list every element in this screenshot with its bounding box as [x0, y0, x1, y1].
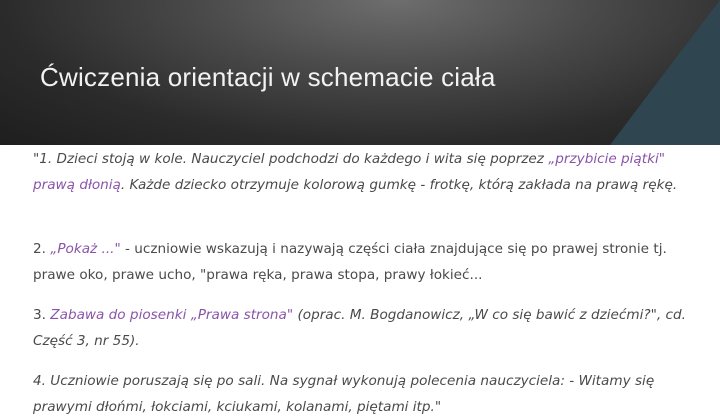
- paragraph-1: [33, 146, 703, 198]
- paragraph-3-text-c: (oprac. M. Bogdanowicz, „W co się bawić z dziećmi?", cd. Część 3, nr 55).: [33, 307, 686, 349]
- paragraph-3-text-a: 3.: [33, 307, 51, 323]
- paragraph-3: [33, 302, 703, 354]
- paragraph-2-text-c: - uczniowie wskazują i nazywają części ciała znajdujące się po prawej stronie tj. prawe oko, prawe ucho, "prawa ręka, prawa stopa, prawy łokieć...: [33, 241, 667, 283]
- paragraph-4: [33, 368, 703, 420]
- paragraph-2: [33, 236, 703, 288]
- paragraph-1-text-c: . Każde dziecko otrzymuje kolorową gumkę - frotkę, którą zakłada na prawą rękę.: [120, 177, 678, 193]
- paragraph-2-text-a: 2.: [33, 241, 51, 257]
- header-accent-shape: [610, 0, 720, 145]
- slide-title: Ćwiczenia orientacji w schemacie ciała: [40, 62, 496, 92]
- slide-header: [0, 0, 720, 145]
- paragraph-4-text-a: 4. Uczniowie poruszają się po sali. Na sygnał wykonują polecenia nauczyciela: - Witamy się prawymi dłońmi, łokciami, kciukami, kolanami, piętami itp.": [33, 373, 655, 415]
- paragraph-1-highlight: „przybicie piątki" prawą dłonią: [33, 151, 665, 193]
- paragraph-1-text-a: "1. Dzieci stoją w kole. Nauczyciel podchodzi do każdego i wita się poprzez: [33, 151, 549, 167]
- paragraph-2-highlight: „Pokaż ...": [50, 241, 121, 257]
- paragraph-3-highlight: Zabawa do piosenki „Prawa strona": [50, 307, 294, 323]
